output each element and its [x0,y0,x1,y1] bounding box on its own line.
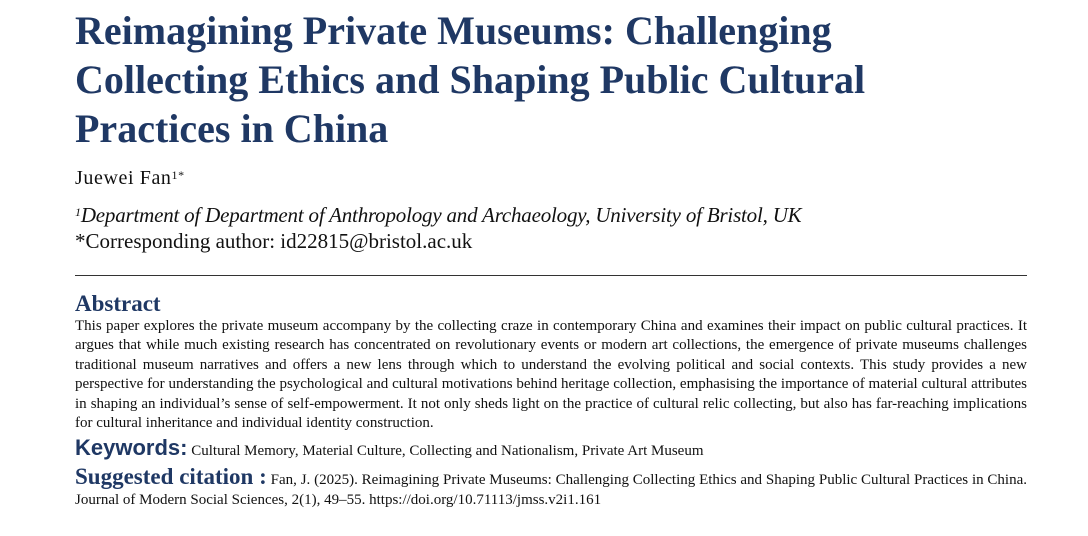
keywords-label: Keywords: [75,435,188,461]
author-superscript: 1* [171,168,185,182]
keywords-text: Cultural Memory, Material Culture, Collecting and Nationalism, Private Art Museum [191,443,704,460]
affiliation-marker: 1 [75,205,81,219]
author-name: Juewei Fan [75,167,172,189]
affiliation-text: Department of Department of Anthropology and Archaeology, University of Bristol, UK [80,203,802,227]
suggested-citation [75,464,1028,510]
paper-header [75,0,1027,510]
section-divider [75,275,1027,276]
affiliation-line [75,202,1027,228]
corresponding-author: *Corresponding author: id22815@bristol.ac.uk [75,229,473,253]
paper-title: Reimagining Private Museums: Challenging Collecting Ethics and Shaping Public Cultural Practices in China [75,8,866,151]
citation-label: Suggested citation : [75,464,267,490]
abstract-heading: Abstract [75,291,161,316]
citation-text: Fan, J. (2025). Reimagining Private Museums: Challenging Collecting Ethics and Shaping Public Cultural Practices in China. Journal of Modern Social Sciences, 2(1), 49–55. [75,472,1028,509]
abstract-text: This paper explores the private museum accompany by the collecting craze in contemporary China and examines their impact on public cultural practices. It argues that while much existing research has concentrated on revolutionary events or modern art collections, the emergence of private museums challenges traditional museum narratives and offers a new lens through which to understand the evolving political and social contexts. This study provides a new perspective for understanding the psychological and cultural motivations behind heritage collection, emphasising the importance of material cultural attributes in shaping an individual’s sense of self-empowerment. It not only sheds light on the practice of cultural relic collecting, but also has far-reaching implications for cultural inheritance and individual identity construction. [75,318,1027,432]
doi-link[interactable]: https://doi.org/10.71113/jmss.v2i1.161 [369,492,602,509]
author-line [75,166,1027,190]
keywords-line [75,435,1027,464]
